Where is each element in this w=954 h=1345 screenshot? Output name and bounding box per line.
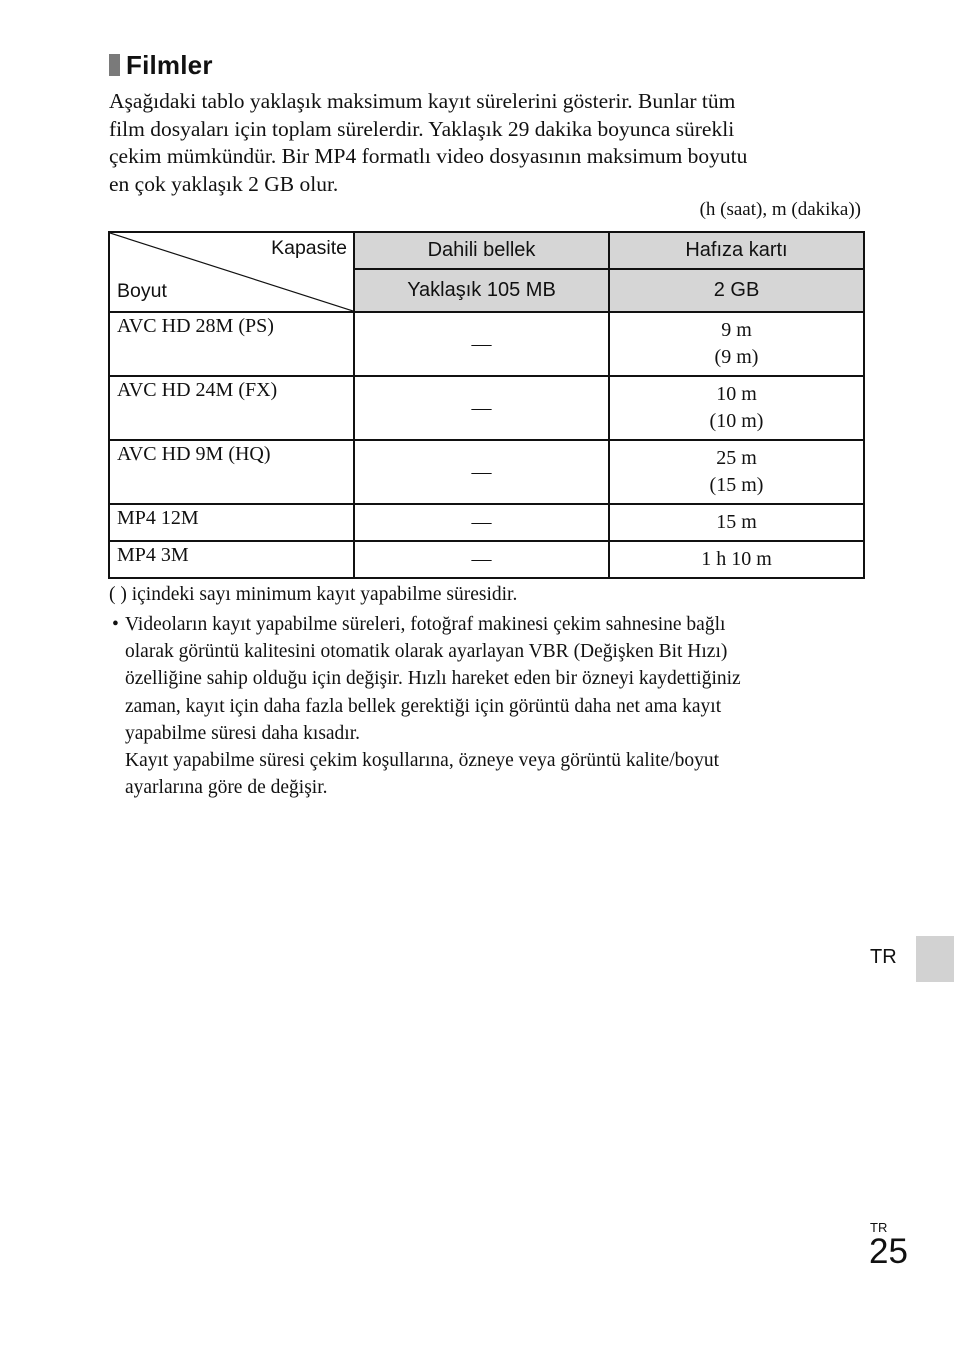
internal-value: — — [354, 440, 609, 504]
page-number: 25 — [869, 1232, 908, 1271]
header-memory-card: Hafıza kartı — [609, 232, 864, 269]
note-line: Kayıt yapabilme süresi çekim koşullarına, özneye veya görüntü kalite/boyut — [125, 750, 720, 772]
card-min-value: (9 m) — [714, 346, 759, 368]
note-line: Videoların kayıt yapabilme süreleri, fotoğraf makinesi çekim sahnesine bağlı — [125, 614, 726, 635]
row-label: AVC HD 24M (FX) — [109, 376, 354, 440]
note-continuation — [112, 747, 872, 801]
internal-value: — — [354, 312, 609, 376]
subheader-card-capacity: 2 GB — [609, 269, 864, 312]
note-line: zaman, kayıt için daha fazla bellek gerektiği için görüntü daha net ama kayıt — [125, 695, 722, 717]
corner-size-label: Boyut — [117, 280, 167, 302]
card-value-cell — [609, 376, 864, 440]
notes-section — [112, 611, 872, 801]
note-line: özelliğine sahip olduğu için değişir. Hızlı hareket eden bir özneyi kaydettiğiniz — [125, 668, 741, 690]
internal-value: — — [354, 541, 609, 578]
table-row — [109, 541, 864, 578]
language-tab-label: TR — [870, 946, 897, 968]
bullet-note — [112, 611, 872, 747]
card-min-value: (10 m) — [709, 410, 764, 432]
table-corner-cell — [109, 232, 354, 312]
card-value-cell — [609, 312, 864, 376]
table-row — [109, 440, 864, 504]
card-value: 1 h 10 m — [609, 541, 864, 578]
row-label: AVC HD 9M (HQ) — [109, 440, 354, 504]
bullet-icon: • — [112, 614, 119, 635]
card-value: 15 m — [609, 504, 864, 541]
corner-capacity-label: Kapasite — [271, 237, 347, 259]
intro-line: Aşağıdaki tablo yaklaşık maksimum kayıt sürelerini gösterir. Bunlar tüm — [109, 89, 736, 113]
row-label: AVC HD 28M (PS) — [109, 312, 354, 376]
card-value: 9 m — [721, 319, 752, 341]
subheader-internal-capacity: Yaklaşık 105 MB — [354, 269, 609, 312]
header-internal-memory: Dahili bellek — [354, 232, 609, 269]
card-min-value: (15 m) — [709, 474, 764, 496]
recording-time-table — [108, 231, 865, 579]
page-language: TR — [870, 1220, 888, 1235]
intro-line: film dosyaları için toplam sürelerdir. Yaklaşık 29 dakika boyunca sürekli — [109, 116, 735, 141]
language-tab-marker — [916, 936, 954, 982]
intro-line: en çok yaklaşık 2 GB olur. — [109, 171, 339, 196]
row-label: MP4 3M — [109, 541, 354, 578]
card-value: 10 m — [716, 383, 757, 405]
note-line: yapabilme süresi daha kısadır. — [125, 722, 361, 744]
card-value-cell — [609, 440, 864, 504]
intro-paragraph — [109, 88, 869, 198]
table-row — [109, 312, 864, 376]
table-row — [109, 504, 864, 541]
heading-marker-icon — [109, 54, 120, 76]
units-note: (h (saat), m (dakika)) — [699, 199, 861, 220]
row-label: MP4 12M — [109, 504, 354, 541]
table-footnote: ( ) içindeki sayı minimum kayıt yapabilme süresidir. — [109, 584, 518, 605]
note-line: ayarlarına göre de değişir. — [125, 777, 328, 799]
internal-value: — — [354, 376, 609, 440]
section-title: Filmler — [126, 49, 213, 80]
table-row — [109, 376, 864, 440]
note-line: olarak görüntü kalitesini otomatik olarak ayarlayan VBR (Değişken Bit Hızı) — [125, 641, 728, 663]
internal-value: — — [354, 504, 609, 541]
intro-line: çekim mümkündür. Bir MP4 formatlı video dosyasının maksimum boyutu — [109, 144, 748, 168]
card-value: 25 m — [716, 447, 757, 469]
section-heading — [109, 48, 213, 82]
